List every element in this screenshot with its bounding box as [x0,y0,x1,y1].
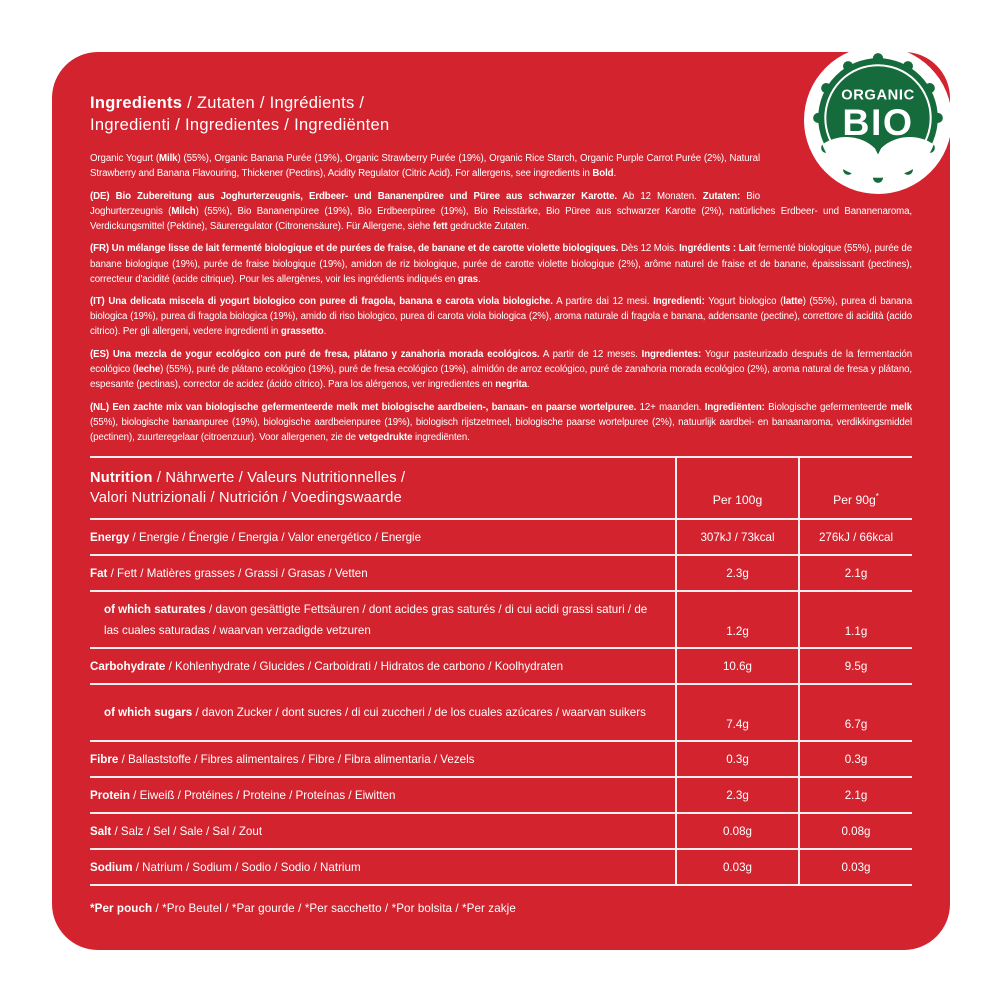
table-row-fibre [90,742,912,778]
value-per-100g: 2.3g [675,556,798,590]
nutrition-heading-line1-rest: / Nährwerte / Valeurs Nutritionnelles / [152,470,406,486]
nutrition-table [90,456,912,886]
value-per-100g: 0.03g [675,850,798,884]
nutrition-heading-bold: Nutrition [90,470,153,486]
footnote-asterisk: * [875,491,879,501]
table-row-saturates [90,592,912,649]
value-per-90g: 0.3g [798,742,912,776]
table-row-energy [90,520,912,556]
table-row-protein [90,778,912,814]
table-row-carbohydrate [90,649,912,685]
ingredients-heading-line2: Ingredienti / Ingredientes / Ingrediënten [90,116,390,134]
ingredients-paragraph-fr: (FR) Un mélange lisse de lait fermenté biologique et de purées de fraise, de banane et de carotte violette biologiques. Dès 12 Mois. Ingrédients : Lait fermenté biologique (55%), purée de banane biologique (19%), purée de fraise biologique (19%), amidon de riz biologique, purée de carotte violette biologique (2%), arôme naturel de fraise et de banane, épaississant (pectines), correcteur d'acidité (acide citrique). Pour les allergènes, voir les ingrédients indiqués en gras. [90,243,912,285]
ingredients-heading-line1-rest: / Zutaten / Ingrédients / [182,94,365,112]
table-row-sugars [90,685,912,742]
value-per-100g: 10.6g [675,649,798,683]
row-label: Energy / Energie / Énergie / Energia / Valor energético / Energie [90,530,422,544]
value-per-90g: 276kJ / 66kcal [798,520,912,554]
value-per-90g: 0.03g [798,850,912,884]
value-per-90g: 9.5g [798,649,912,683]
table-row-sodium [90,850,912,886]
table-row-salt [90,814,912,850]
row-label: Fibre / Ballaststoffe / Fibres alimentaires / Fibre / Fibra alimentaria / Vezels [90,752,475,766]
ingredients-heading [90,92,389,136]
ingredients-paragraph-en: Organic Yogurt (Milk) (55%), Organic Banana Purée (19%), Organic Strawberry Purée (19%), Organic Rice Starch, Organic Purple Carrot Purée (2%), Natural Strawberry and Banana Flavouring, Thickener (Pectins), Acidity Regulator (Citric Acid). For allergens, see ingredients in Bold. [90,153,760,180]
ingredients-paragraphs [90,151,912,453]
value-per-100g: 0.08g [675,814,798,848]
ingredients-paragraph-es: (ES) Una mezcla de yogur ecológico con puré de fresa, plátano y zanahoria morada ecológicos. A partir de 12 meses. Ingredientes: Yogur pasteurizado después de la fermentación ecológico (leche) (55%), puré de plátano ecológico (19%), puré de fresa ecológico (19%), almidón de arroz ecológico, puré de zanahoria morada ecológico (2%), aroma natural de fresa y plátano, espesante (pectinas), corrector de acidez (ácido cítrico). Para los alérgenos, ver ingredientes en negrita. [90,349,913,391]
nutrition-header-row [90,458,912,520]
row-label: Sodium / Natrium / Sodium / Sodio / Sodio / Natrium [90,860,361,874]
row-label: of which sugars / davon Zucker / dont sucres / di cui zuccheri / de los cuales azúcares / waarvan suikers [104,706,646,719]
nutrition-heading [90,468,675,508]
row-label: Carbohydrate / Kohlenhydrate / Glucides / Carboidrati / Hidratos de carbono / Koolhydraten [90,659,564,673]
value-per-90g: 2.1g [798,778,912,812]
value-per-90g: 6.7g [798,685,912,740]
ingredients-heading-bold: Ingredients [90,94,183,112]
value-per-100g: 2.3g [675,778,798,812]
value-per-90g: 1.1g [798,592,912,647]
value-per-90g: 0.08g [798,814,912,848]
row-label: of which saturates / davon gesättigte Fettsäuren / dont acides gras saturés / di cui acidi grassi saturi / de las cuales saturadas / waarvan verzadigde vetzuren [104,602,648,637]
value-per-90g: 2.1g [798,556,912,590]
value-per-100g: 0.3g [675,742,798,776]
ingredients-paragraph-it: (IT) Una delicata miscela di yogurt biologico con puree di fragola, banana e carota viola biologiche. A partire dai 12 mesi. Ingredienti: Yogurt biologico (latte) (55%), purea di banana biologica (19%), purea di fragola biologica (19%), amido di riso biologico, purea di carota viola biologica (2%), aroma naturale di fragola e banana, addensante (pectine), correttore di acidità (acido citrico). Per gli allergeni, vedere ingredienti in grassetto. [90,296,913,338]
row-label: Fat / Fett / Matières grasses / Grassi / Grasas / Vetten [90,566,368,580]
column-header-per-100g: Per 100g [675,458,798,518]
table-row-fat [90,556,912,592]
column-header-per-90g: Per 90g* [798,458,912,518]
row-label: Salt / Salz / Sel / Sale / Sal / Zout [90,824,263,838]
value-per-100g: 7.4g [675,685,798,740]
value-per-100g: 307kJ / 73kcal [675,520,798,554]
value-per-100g: 1.2g [675,592,798,647]
nutrition-heading-line2: Valori Nutrizionali / Nutrición / Voedingswaarde [90,490,402,506]
row-label: Protein / Eiweiß / Protéines / Proteine / Proteínas / Eiwitten [90,788,396,802]
badge-bio-text: BIO [842,101,914,144]
organic-bio-badge [802,44,954,196]
ingredients-paragraph-de: (DE) Bio Zubereitung aus Joghurterzeugnis, Erdbeer- und Bananenpüree und Püree aus schwarzer Karotte. Ab 12 Monaten. Zutaten: Bio Joghurterzeugnis (Milch) (55%), Bio Bananenpüree (19%), Bio Erdbeerpüree (19%), Bio Reisstärke, Bio Püree aus schwarzer Karotte (2%), natürliches Erdbeer- und Bananenaroma, Verdickungsmittel (Pektine), Säureregulator (Citronensäure). Für Allergene, siehe fett gedruckte Zutaten. [90,190,912,232]
per-pouch-footnote: *Per pouch / *Pro Beutel / *Par gourde / *Per sacchetto / *Por bolsita / *Per zakje [90,902,516,915]
ingredients-paragraph-nl: (NL) Een zachte mix van biologische gefermenteerde melk met biologische aardbeien-, banaan- en paarse wortelpuree. 12+ maanden. Ingrediënten: Biologische gefermenteerde melk (55%), biologische banaanpuree (19%), biologische aardbeienpuree (19%), biologisch rijstzetmeel, biologische paarse wortelpuree (2%), natuurlijk aardbei- en banaanaroma, verdikkingsmiddel (pectinen), zuurteregelaar (citroenzuur). Voor allergenen, zie de vetgedrukte ingrediënten. [90,401,913,443]
badge-organic-text: ORGANIC [841,87,915,104]
